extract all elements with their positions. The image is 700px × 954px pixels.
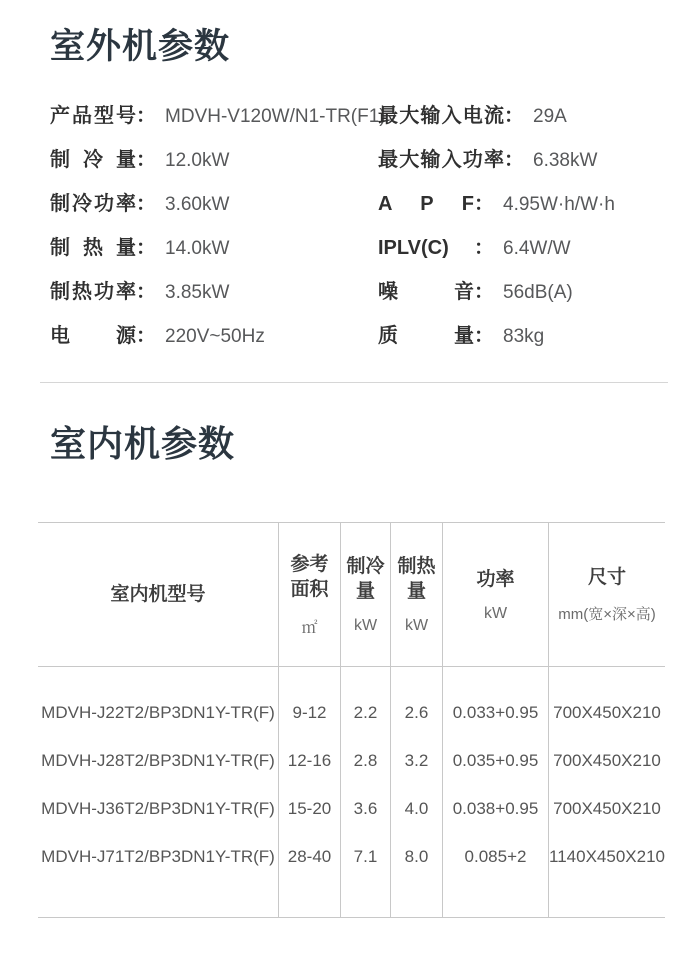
table-column (442, 523, 548, 917)
param-value: 29A (533, 106, 567, 127)
table-header-unit: kW (404, 617, 429, 634)
param-colon: ： (504, 105, 524, 127)
param-label: 电源 (50, 325, 136, 347)
table-header-title (346, 554, 384, 604)
table-header-cell (443, 523, 548, 667)
table-header-cell (279, 523, 340, 667)
param-row (378, 270, 700, 314)
param-colon: ： (474, 193, 494, 215)
param-colon: ： (136, 105, 156, 127)
table-header-cell (38, 523, 278, 667)
indoor-params-section (0, 421, 700, 918)
table-column (278, 523, 340, 917)
table-header-title (110, 582, 205, 607)
outdoor-params-section (0, 26, 700, 358)
param-label: 质量 (378, 325, 474, 347)
outdoor-section-title: 室外机参数 (50, 27, 231, 66)
param-value: 3.60kW (165, 194, 230, 215)
param-value: 4.95W·h/W·h (503, 194, 615, 215)
table-cell-value: 700X450X210 (553, 799, 661, 818)
table-header-title (290, 552, 328, 602)
table-header-title-line: 参考 (290, 553, 329, 575)
param-colon: ： (474, 237, 494, 259)
table-cell-value: 700X450X210 (553, 703, 661, 722)
table-header-unit: ㎡ (301, 619, 318, 637)
table-cell-value: 15-20 (287, 799, 332, 818)
table-header-title (588, 565, 626, 590)
outdoor-params-right-column (378, 94, 700, 358)
table-cell-value: 28-40 (287, 847, 332, 866)
table-header-unit: kW (483, 604, 508, 622)
param-row (50, 94, 386, 138)
table-header-title (397, 554, 435, 604)
param-value: 83kg (503, 326, 545, 347)
table-cell-value: 4.0 (404, 799, 429, 818)
param-colon: ： (474, 281, 494, 303)
table-cell-value: 0.038+0.95 (452, 799, 539, 818)
table-header-cell (341, 523, 390, 667)
table-cell-value: 0.035+0.95 (452, 751, 539, 770)
param-label: 制冷功率 (50, 193, 136, 215)
table-cell-model: MDVH-J71T2/BP3DN1Y-TR(F) (41, 847, 275, 866)
table-column-body (443, 667, 548, 917)
table-column (340, 523, 390, 917)
table-header-title-line: 室内机型号 (110, 584, 206, 605)
param-row (378, 226, 700, 270)
table-column-body (38, 667, 278, 917)
param-label: A P F (378, 193, 474, 215)
param-value: 6.38kW (533, 150, 598, 171)
param-value: 6.4W/W (503, 238, 571, 259)
param-row (50, 182, 378, 226)
param-value: 3.85kW (165, 282, 230, 303)
param-colon: ： (504, 149, 524, 171)
table-header-unit: kW (353, 617, 378, 634)
table-cell-value: 2.6 (404, 703, 429, 722)
table-header-cell (549, 523, 665, 667)
param-row (50, 226, 378, 270)
param-row (378, 138, 700, 182)
table-cell-value: 2.2 (353, 703, 378, 722)
param-label: 最大输入电流 (378, 105, 504, 127)
table-column (390, 523, 442, 917)
param-value: 220V~50Hz (165, 326, 265, 347)
table-cell-value: 3.2 (404, 751, 429, 770)
table-cell-value: 0.085+2 (464, 847, 527, 866)
outdoor-params-list (50, 94, 700, 358)
outdoor-params-left-column (50, 94, 386, 358)
indoor-section-title: 室内机参数 (50, 423, 236, 464)
param-value: 14.0kW (165, 238, 230, 259)
table-header-title (476, 567, 514, 592)
table-column (548, 523, 665, 917)
param-colon: ： (136, 325, 156, 347)
param-colon: ： (474, 325, 494, 347)
param-label: 噪音 (378, 281, 474, 303)
param-label: 制热功率 (50, 281, 136, 303)
table-header-title-line: 量 (355, 581, 375, 602)
table-cell-value: 9-12 (292, 703, 327, 722)
param-row (50, 138, 378, 182)
param-label: 制热量 (50, 237, 136, 259)
table-cell-value: 8.0 (404, 847, 429, 866)
table-header-title-line: 量 (406, 581, 426, 602)
table-header-title-line: 面积 (290, 578, 329, 600)
table-cell-value: 0.033+0.95 (452, 703, 539, 722)
table-column-body (549, 667, 665, 917)
param-colon: ： (136, 237, 156, 259)
param-colon: ： (136, 149, 156, 171)
table-header-title-line: 制热 (397, 556, 436, 577)
table-cell-model: MDVH-J28T2/BP3DN1Y-TR(F) (41, 751, 275, 770)
param-row (50, 270, 378, 314)
table-cell-value: 7.1 (353, 847, 378, 866)
param-value: 56dB(A) (503, 282, 573, 303)
table-column-body (391, 667, 442, 917)
param-colon: ： (136, 281, 156, 303)
param-label: 最大输入功率 (378, 149, 504, 171)
param-row (378, 94, 700, 138)
param-colon: ： (136, 193, 156, 215)
table-cell-value: 700X450X210 (553, 751, 661, 770)
table-cell-model: MDVH-J22T2/BP3DN1Y-TR(F) (41, 703, 275, 722)
table-header-title-line: 尺寸 (587, 567, 626, 588)
table-cell-value: 3.6 (353, 799, 378, 818)
table-column-body (279, 667, 340, 917)
table-column-body (341, 667, 390, 917)
table-cell-model: MDVH-J36T2/BP3DN1Y-TR(F) (41, 799, 275, 818)
table-cell-value: 2.8 (353, 751, 378, 770)
param-label: 产品型号 (50, 105, 136, 127)
indoor-units-table (38, 522, 665, 918)
param-row (378, 314, 700, 358)
param-label: 制冷量 (50, 149, 136, 171)
param-value: MDVH-V120W/N1-TR(F1) (165, 106, 386, 127)
table-column (38, 523, 278, 917)
param-row (378, 182, 700, 226)
table-header-cell (391, 523, 442, 667)
param-label: IPLV(C) (378, 237, 449, 259)
table-cell-value: 12-16 (287, 751, 332, 770)
table-header-title-line: 制冷 (346, 556, 385, 577)
param-row (50, 314, 378, 358)
param-value: 12.0kW (165, 150, 230, 171)
table-header-unit: mm(宽×深×高) (558, 606, 656, 623)
table-header-title-line: 功率 (476, 568, 515, 590)
section-divider (40, 382, 668, 383)
table-cell-value: 1140X450X210 (549, 847, 665, 866)
